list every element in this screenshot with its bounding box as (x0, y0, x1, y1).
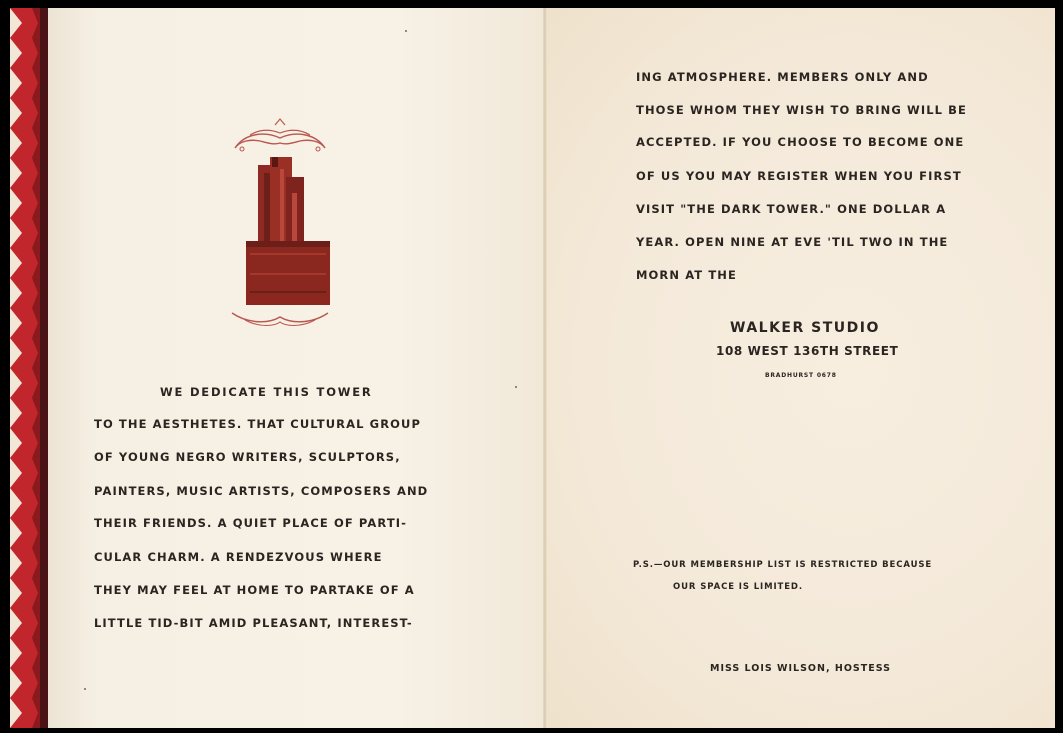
studio-name: WALKER STUDIO (730, 320, 880, 336)
body-line: ACCEPTED. IF YOU CHOOSE TO BECOME ONE (636, 135, 965, 149)
body-line: OF US YOU MAY REGISTER WHEN YOU FIRST (636, 169, 962, 183)
dark-tower-icon (220, 113, 340, 328)
body-line: ING ATMOSPHERE. MEMBERS ONLY AND (636, 70, 929, 84)
studio-address: 108 WEST 136TH STREET (716, 344, 899, 358)
postscript-line: OUR SPACE IS LIMITED. (673, 582, 804, 592)
dedication-title: WE DEDICATE THIS TOWER (160, 385, 373, 399)
dedication-line: CULAR CHARM. A RENDEZVOUS WHERE (94, 550, 383, 564)
dedication-line: THEY MAY FEEL AT HOME TO PARTAKE OF A (94, 583, 415, 597)
dedication-line: TO THE AESTHETES. THAT CULTURAL GROUP (94, 417, 422, 431)
zigzag-border (10, 8, 48, 728)
postscript-line: P.S.—OUR MEMBERSHIP LIST IS RESTRICTED BECAUSE (633, 560, 933, 570)
dedication-line: PAINTERS, MUSIC ARTISTS, COMPOSERS AND (94, 484, 429, 498)
body-line: MORN AT THE (636, 268, 737, 282)
dedication-line: OF YOUNG NEGRO WRITERS, SCULPTORS, (94, 450, 401, 464)
paper-speck (84, 688, 86, 690)
studio-phone: BRADHURST 0678 (765, 372, 837, 379)
body-line: YEAR. OPEN NINE AT EVE 'TIL TWO IN THE (636, 235, 949, 249)
paper-speck (405, 30, 407, 32)
dedication-line: THEIR FRIENDS. A QUIET PLACE OF PARTI- (94, 516, 408, 530)
hostess-signature: MISS LOIS WILSON, HOSTESS (710, 663, 891, 674)
paper-speck (515, 386, 517, 388)
body-line: THOSE WHOM THEY WISH TO BRING WILL BE (636, 103, 967, 117)
body-line: VISIT "THE DARK TOWER." ONE DOLLAR A (636, 202, 947, 216)
dedication-line: LITTLE TID-BIT AMID PLEASANT, INTEREST- (94, 616, 413, 630)
invitation-card (10, 8, 1055, 728)
